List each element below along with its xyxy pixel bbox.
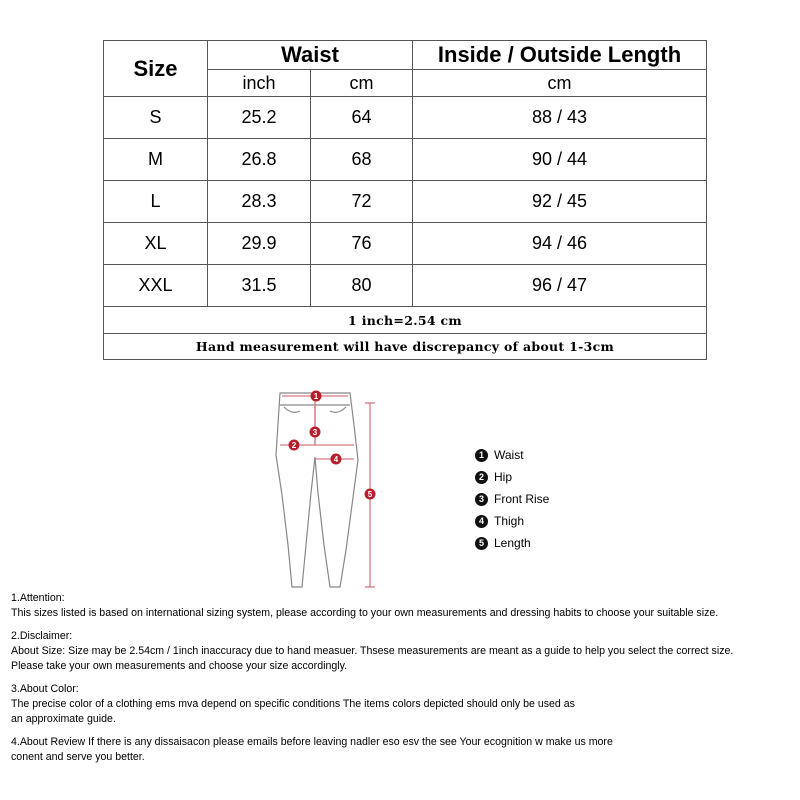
table-row [104,223,707,265]
pants-measurement-diagram [262,385,397,595]
legend-item-hip [475,466,549,488]
cell-size: L [104,181,208,223]
legend-number: 4 [475,515,488,528]
cell-waist-cm: 80 [311,265,413,307]
review-text-2: conent and serve you better. [11,751,145,763]
conversion-note: 1 inch=2.54 cm [104,307,707,334]
size-chart-table [103,40,707,360]
table-row [104,139,707,181]
header-length: Inside / Outside Length [413,41,707,70]
legend-label: Thigh [494,514,525,528]
cell-waist-cm: 68 [311,139,413,181]
cell-waist-cm: 72 [311,181,413,223]
legend-number: 3 [475,493,488,506]
table-row [104,97,707,139]
attention-text: This sizes listed is based on international sizing system, please according to your own measurements and dressing habits to choose your suitable size. [11,607,719,619]
marker-1: 1 [313,392,319,401]
legend-item-front-rise [475,488,549,510]
legend-label: Length [494,536,531,550]
disclaimer-text-2: Please take your own measurements and choose your size accordingly. [11,660,348,672]
table-row [104,265,707,307]
legend-label: Hip [494,470,513,484]
unit-waist-inch: inch [208,70,311,97]
legend-number: 5 [475,537,488,550]
cell-waist-inch: 26.8 [208,139,311,181]
legend-label: Waist [494,448,524,462]
cell-waist-inch: 29.9 [208,223,311,265]
cell-waist-inch: 25.2 [208,97,311,139]
cell-length: 90 / 44 [413,139,707,181]
table-row [104,181,707,223]
legend-number: 2 [475,471,488,484]
marker-3: 3 [312,428,318,437]
color-title: 3.About Color: [11,683,79,695]
header-waist: Waist [208,41,413,70]
measurement-lines [280,396,375,587]
disclaimer-note [11,629,800,674]
review-text-1: 4.About Review If there is any dissaisacon please emails before leaving nadler eso esv the see Your ecognition w make us more [11,736,613,748]
cell-waist-inch: 28.3 [208,181,311,223]
legend-label: Front Rise [494,492,550,506]
cell-size: XXL [104,265,208,307]
attention-title: 1.Attention: [11,592,65,604]
legend-item-length [475,532,549,554]
table-header-row [104,41,707,70]
marker-2: 2 [291,441,297,450]
discrepancy-note: Hand measurement will have discrepancy of about 1-3cm [104,334,707,360]
disclaimer-title: 2.Disclaimer: [11,630,73,642]
measurement-legend [475,444,549,554]
cell-waist-inch: 31.5 [208,265,311,307]
color-text-1: The precise color of a clothing ems mva depend on specific conditions The items colors depicted should only be used as [11,698,575,710]
legend-item-waist [475,444,549,466]
cell-length: 96 / 47 [413,265,707,307]
review-note [11,735,800,765]
marker-4: 4 [333,455,339,464]
marker-5: 5 [367,490,373,499]
legend-item-thigh [475,510,549,532]
cell-length: 88 / 43 [413,97,707,139]
cell-waist-cm: 76 [311,223,413,265]
pants-outline [276,393,358,587]
attention-note [11,591,800,621]
cell-length: 94 / 46 [413,223,707,265]
cell-size: XL [104,223,208,265]
header-size: Size [104,41,208,97]
legend-number: 1 [475,449,488,462]
cell-waist-cm: 64 [311,97,413,139]
cell-length: 92 / 45 [413,181,707,223]
table-note-row [104,334,707,360]
cell-size: M [104,139,208,181]
notes-section [11,591,800,773]
color-text-2: an approximate guide. [11,713,116,725]
unit-length-cm: cm [413,70,707,97]
unit-waist-cm: cm [311,70,413,97]
table-note-row [104,307,707,334]
color-note [11,682,800,727]
disclaimer-text-1: About Size: Size may be 2.54cm / 1inch inaccuracy due to hand measuer. Thsese measurements are meant as a guide to help you select the correct size. [11,645,734,657]
cell-size: S [104,97,208,139]
